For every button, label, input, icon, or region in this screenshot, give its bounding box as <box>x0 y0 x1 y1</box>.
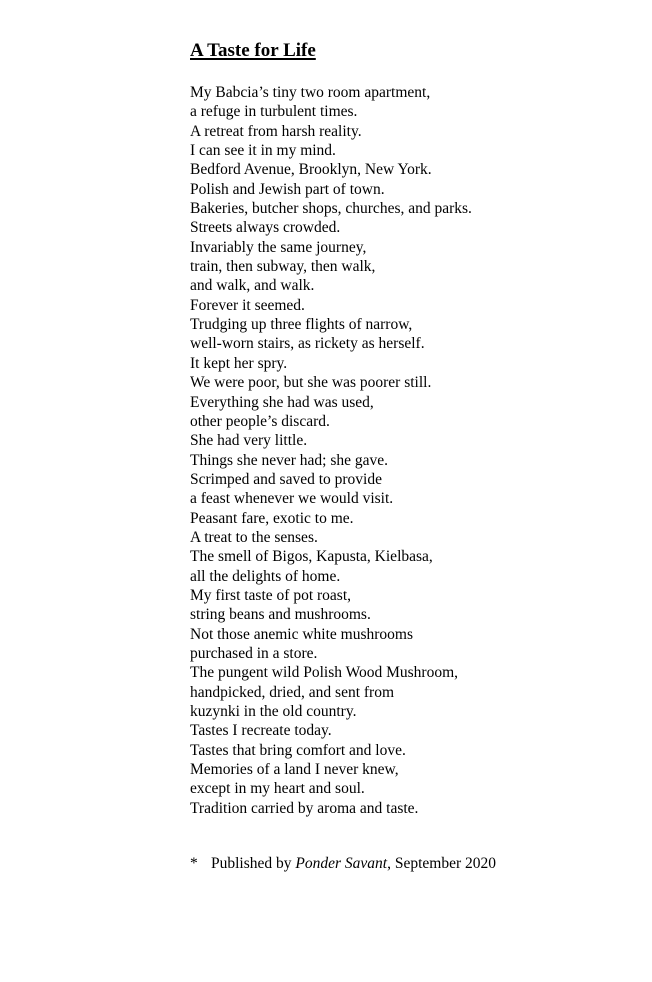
poem-line: other people’s discard. <box>190 412 330 430</box>
poem-line: a feast whenever we would visit. <box>190 490 394 508</box>
footnote-prefix: Published by <box>211 855 296 872</box>
poem-line: My first taste of pot roast, <box>190 586 352 604</box>
poem-line: Peasant fare, exotic to me. <box>190 509 354 527</box>
footnote-suffix: , September 2020 <box>387 855 497 872</box>
poem-line: The smell of Bigos, Kapusta, Kielbasa, <box>190 548 433 566</box>
poem-line: a refuge in turbulent times. <box>190 103 358 121</box>
publication-name: Ponder Savant <box>295 855 388 872</box>
poem-line: A retreat from harsh reality. <box>190 122 362 140</box>
poem-line: except in my heart and soul. <box>190 780 365 798</box>
footnote-marker: * <box>190 855 198 872</box>
poem-title: A Taste for Life <box>190 40 316 61</box>
poem-line: purchased in a store. <box>190 644 318 662</box>
poem-line: We were poor, but she was poorer still. <box>190 374 432 392</box>
poem-line: The pungent wild Polish Wood Mushroom, <box>190 664 458 682</box>
poem-line: She had very little. <box>190 432 308 450</box>
publication-footnote <box>190 854 496 873</box>
poem-line: handpicked, dried, and sent from <box>190 683 395 701</box>
poem-line: all the delights of home. <box>190 567 341 585</box>
poem-line: string beans and mushrooms. <box>190 606 371 624</box>
poem-body <box>190 83 472 818</box>
poem-line: Tradition carried by aroma and taste. <box>190 799 419 817</box>
poem-line: train, then subway, then walk, <box>190 258 376 276</box>
poem-line: and walk, and walk. <box>190 277 315 295</box>
poem-line: A treat to the senses. <box>190 528 318 546</box>
poem-line: Not those anemic white mushrooms <box>190 625 413 643</box>
poem-line: Bakeries, butcher shops, churches, and parks. <box>190 200 472 218</box>
poem-line: Everything she had was used, <box>190 393 374 411</box>
poem-line: Things she never had; she gave. <box>190 451 388 469</box>
poem-line: Trudging up three flights of narrow, <box>190 316 413 334</box>
poem-line: Invariably the same journey, <box>190 238 367 256</box>
poem-line: I can see it in my mind. <box>190 142 336 160</box>
poem-line: well-worn stairs, as rickety as herself. <box>190 335 425 353</box>
poem-line: Forever it seemed. <box>190 296 305 314</box>
poem-line: Polish and Jewish part of town. <box>190 180 385 198</box>
poem-line: Streets always crowded. <box>190 219 341 237</box>
poem-line: Tastes that bring comfort and love. <box>190 741 406 759</box>
poem-line: Scrimped and saved to provide <box>190 470 382 488</box>
poem-line: Tastes I recreate today. <box>190 722 332 740</box>
poem-line: It kept her spry. <box>190 354 288 372</box>
poem-line: kuzynki in the old country. <box>190 703 357 720</box>
poem-line: My Babcia’s tiny two room apartment, <box>190 84 431 101</box>
poem-line: Memories of a land I never knew, <box>190 761 399 779</box>
poem-line: Bedford Avenue, Brooklyn, New York. <box>190 161 432 179</box>
